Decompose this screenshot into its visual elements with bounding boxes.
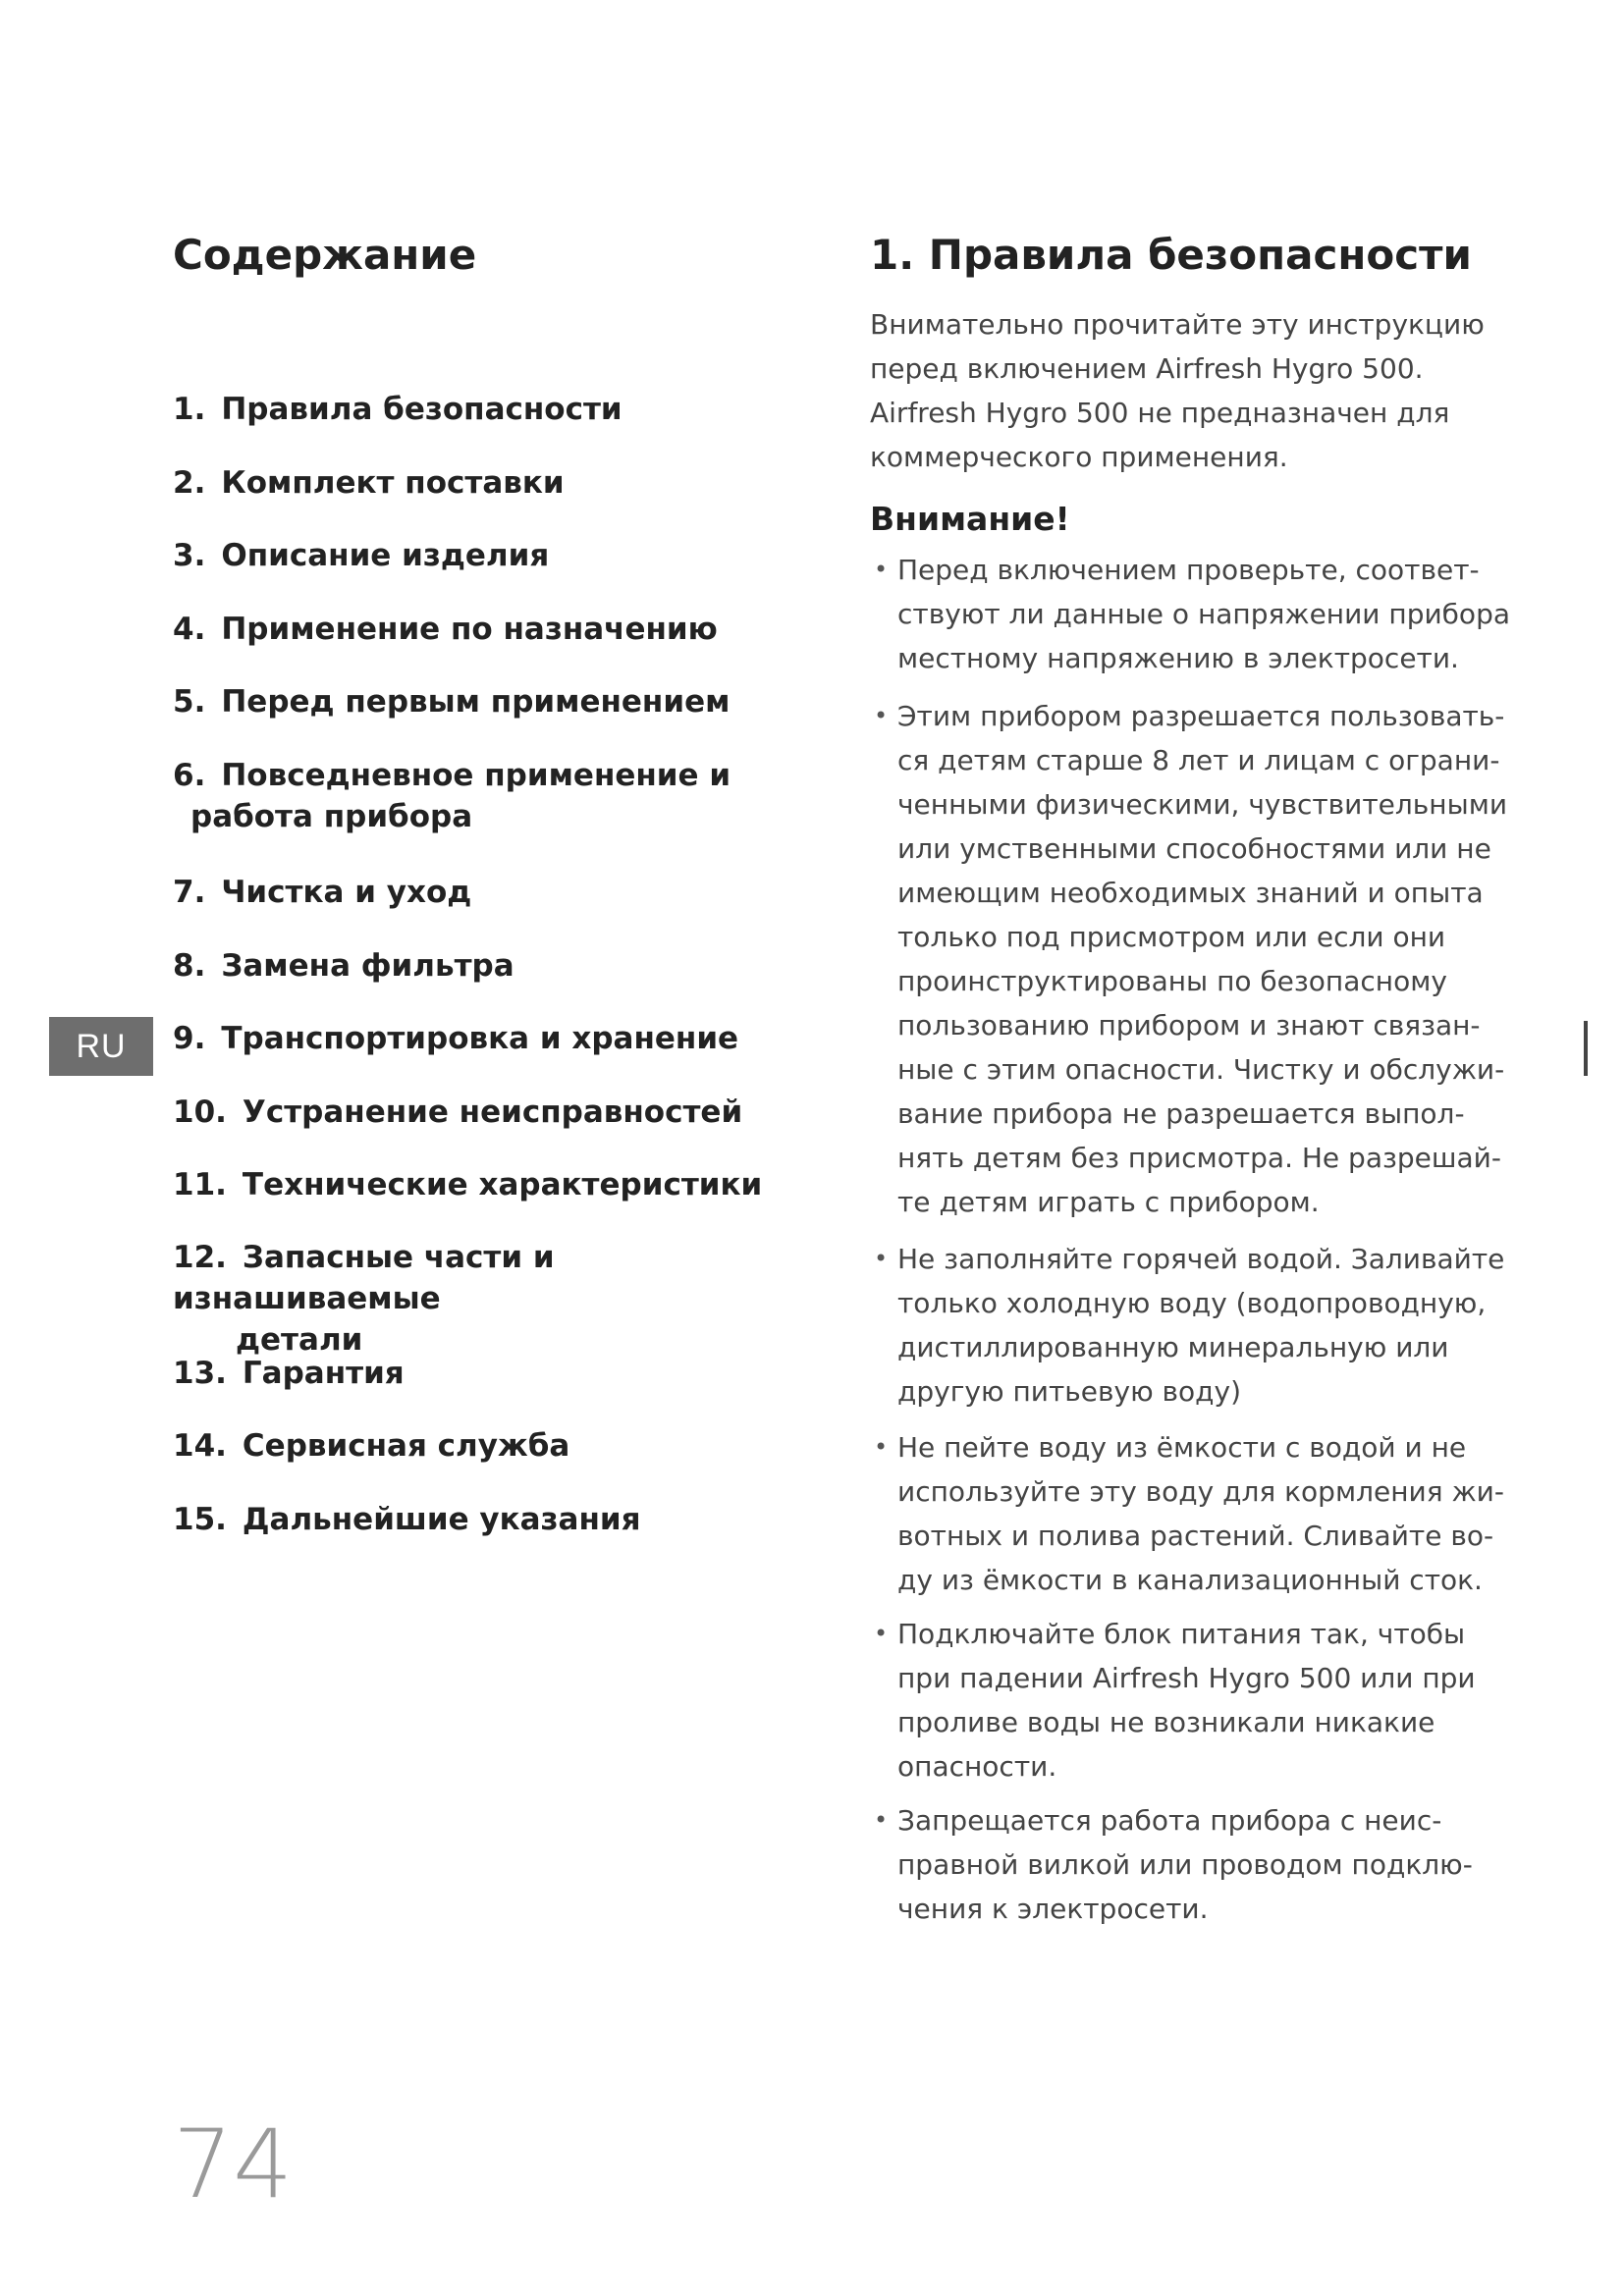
toc-item-label: Правила безопасности	[221, 392, 623, 427]
toc-item-number: 11.	[173, 1167, 227, 1202]
toc-item-number: 3.	[173, 538, 206, 573]
bullet-line: или умственными способностями или не	[897, 832, 1491, 865]
toc-item[interactable]	[173, 462, 811, 504]
toc-item[interactable]	[173, 389, 811, 430]
bullet-line: пользованию прибором и знают связан-	[897, 1009, 1481, 1041]
toc-item-label: Транспортировка и хранение	[221, 1021, 739, 1056]
intro-line: Внимательно прочитайте эту инструкцию	[870, 308, 1485, 341]
toc-item[interactable]	[173, 1499, 811, 1540]
bullet-line: ся детям старше 8 лет и лицам с ограни-	[897, 744, 1500, 776]
bullet-line: опасности.	[897, 1750, 1057, 1783]
bullet-line: дистиллированную минеральную или	[897, 1331, 1449, 1363]
bullet-icon: •	[874, 702, 889, 729]
toc-item[interactable]	[173, 535, 811, 576]
bullet-line: Этим прибором разрешается пользовать-	[897, 700, 1505, 732]
bullet-line: только под присмотром или если они	[897, 921, 1446, 953]
page-number: 74	[173, 2109, 294, 2219]
bullet-item	[870, 694, 1518, 1224]
toc-item-label: Повседневное применение и	[221, 758, 731, 793]
table-of-contents	[173, 228, 821, 1537]
bullet-item	[870, 1237, 1518, 1414]
toc-item[interactable]	[173, 1237, 811, 1361]
toc-item-label-continued: детали	[236, 1322, 363, 1358]
bullet-icon: •	[874, 556, 889, 583]
bullet-line: ченными физическими, чувствительными	[897, 788, 1508, 821]
toc-item-number: 1.	[173, 392, 206, 427]
toc-item-label: Перед первым применением	[221, 684, 731, 720]
toc-item[interactable]	[173, 1425, 811, 1467]
toc-item-number: 7.	[173, 875, 206, 910]
bullet-line: при падении Airfresh Hygro 500 или при	[897, 1662, 1476, 1694]
toc-item-label: Чистка и уход	[221, 875, 472, 910]
bullet-line: Не пейте воду из ёмкости с водой и не	[897, 1431, 1467, 1464]
section-title: 1. Правила безопасности	[870, 231, 1472, 279]
bullet-line: ные с этим опасности. Чистку и обслужи-	[897, 1053, 1505, 1086]
toc-item-label: Устранение неисправностей	[242, 1095, 743, 1130]
bullet-item	[870, 1798, 1518, 1931]
toc-item-number: 15.	[173, 1502, 227, 1537]
toc-item[interactable]	[173, 1018, 811, 1059]
intro-line: коммерческого применения.	[870, 441, 1288, 473]
bullet-line: вание прибора не разрешается выпол-	[897, 1097, 1465, 1130]
toc-item[interactable]	[173, 1353, 811, 1394]
bullet-line: вотных и полива растений. Сливайте во-	[897, 1520, 1494, 1552]
toc-item-label: Применение по назначению	[221, 612, 718, 647]
toc-item-label: Запасные части и изнашиваемые	[173, 1240, 555, 1316]
bullet-line: другую питьевую воду)	[897, 1375, 1242, 1408]
toc-item-number: 6.	[173, 758, 206, 793]
margin-marker	[1584, 1021, 1588, 1076]
bullet-item	[870, 548, 1518, 680]
language-tab: RU	[49, 1017, 153, 1076]
toc-item[interactable]	[173, 755, 811, 837]
bullet-line: Перед включением проверьте, соответ-	[897, 554, 1480, 586]
bullet-line: правной вилкой или проводом подклю-	[897, 1848, 1473, 1881]
toc-item[interactable]	[173, 609, 811, 650]
toc-title: Содержание	[173, 231, 477, 279]
toc-item-number: 12.	[173, 1240, 227, 1275]
toc-item[interactable]	[173, 872, 811, 913]
bullet-item	[870, 1425, 1518, 1602]
toc-item-number: 2.	[173, 465, 206, 501]
bullet-line: проливе воды не возникали никакие	[897, 1706, 1435, 1738]
toc-item-number: 8.	[173, 948, 206, 984]
toc-item-number: 5.	[173, 684, 206, 720]
toc-item-number: 4.	[173, 612, 206, 647]
bullet-icon: •	[874, 1433, 889, 1461]
bullet-line: ствуют ли данные о напряжении прибора	[897, 598, 1510, 630]
toc-item-label: Замена фильтра	[221, 948, 514, 984]
bullet-item	[870, 1612, 1518, 1789]
bullet-line: используйте эту воду для кормления жи-	[897, 1475, 1504, 1508]
bullet-line: нять детям без присмотра. Не разрешай-	[897, 1142, 1501, 1174]
toc-item-number: 10.	[173, 1095, 227, 1130]
safety-rules-section	[870, 228, 1518, 1925]
toc-item-number: 13.	[173, 1356, 227, 1391]
toc-item-number: 9.	[173, 1021, 206, 1056]
bullet-line: чения к электросети.	[897, 1893, 1209, 1925]
bullet-line: местному напряжению в электросети.	[897, 642, 1459, 674]
toc-item-label: Сервисная служба	[242, 1428, 570, 1464]
toc-item-label: Описание изделия	[221, 538, 550, 573]
toc-item-label: Технические характеристики	[242, 1167, 763, 1202]
toc-item[interactable]	[173, 1092, 811, 1133]
toc-item-number: 14.	[173, 1428, 227, 1464]
toc-item[interactable]	[173, 681, 811, 722]
toc-item-label: Гарантия	[242, 1356, 405, 1391]
intro-line: перед включением Airfresh Hygro 500.	[870, 352, 1424, 385]
toc-item[interactable]	[173, 1164, 811, 1205]
bullet-icon: •	[874, 1245, 889, 1272]
bullet-line: Запрещается работа прибора с неис-	[897, 1804, 1442, 1837]
bullet-line: имеющим необходимых знаний и опыта	[897, 877, 1484, 909]
bullet-icon: •	[874, 1806, 889, 1834]
intro-paragraph	[870, 302, 1518, 479]
bullet-line: ду из ёмкости в канализационный сток.	[897, 1564, 1483, 1596]
bullet-line: только холодную воду (водопроводную,	[897, 1287, 1487, 1319]
attention-heading: Внимание!	[870, 500, 1070, 538]
toc-item-label: Комплект поставки	[221, 465, 565, 501]
bullet-line: Не заполняйте горячей водой. Заливайте	[897, 1243, 1505, 1275]
bullet-line: Подключайте блок питания так, чтобы	[897, 1618, 1466, 1650]
toc-item[interactable]	[173, 945, 811, 987]
bullet-icon: •	[874, 1620, 889, 1647]
toc-item-label-continued: работа прибора	[190, 799, 473, 834]
toc-item-label: Дальнейшие указания	[242, 1502, 641, 1537]
bullet-line: те детям играть с прибором.	[897, 1186, 1320, 1218]
intro-line: Airfresh Hygro 500 не предназначен для	[870, 397, 1450, 429]
bullet-line: проинструктированы по безопасному	[897, 965, 1447, 997]
